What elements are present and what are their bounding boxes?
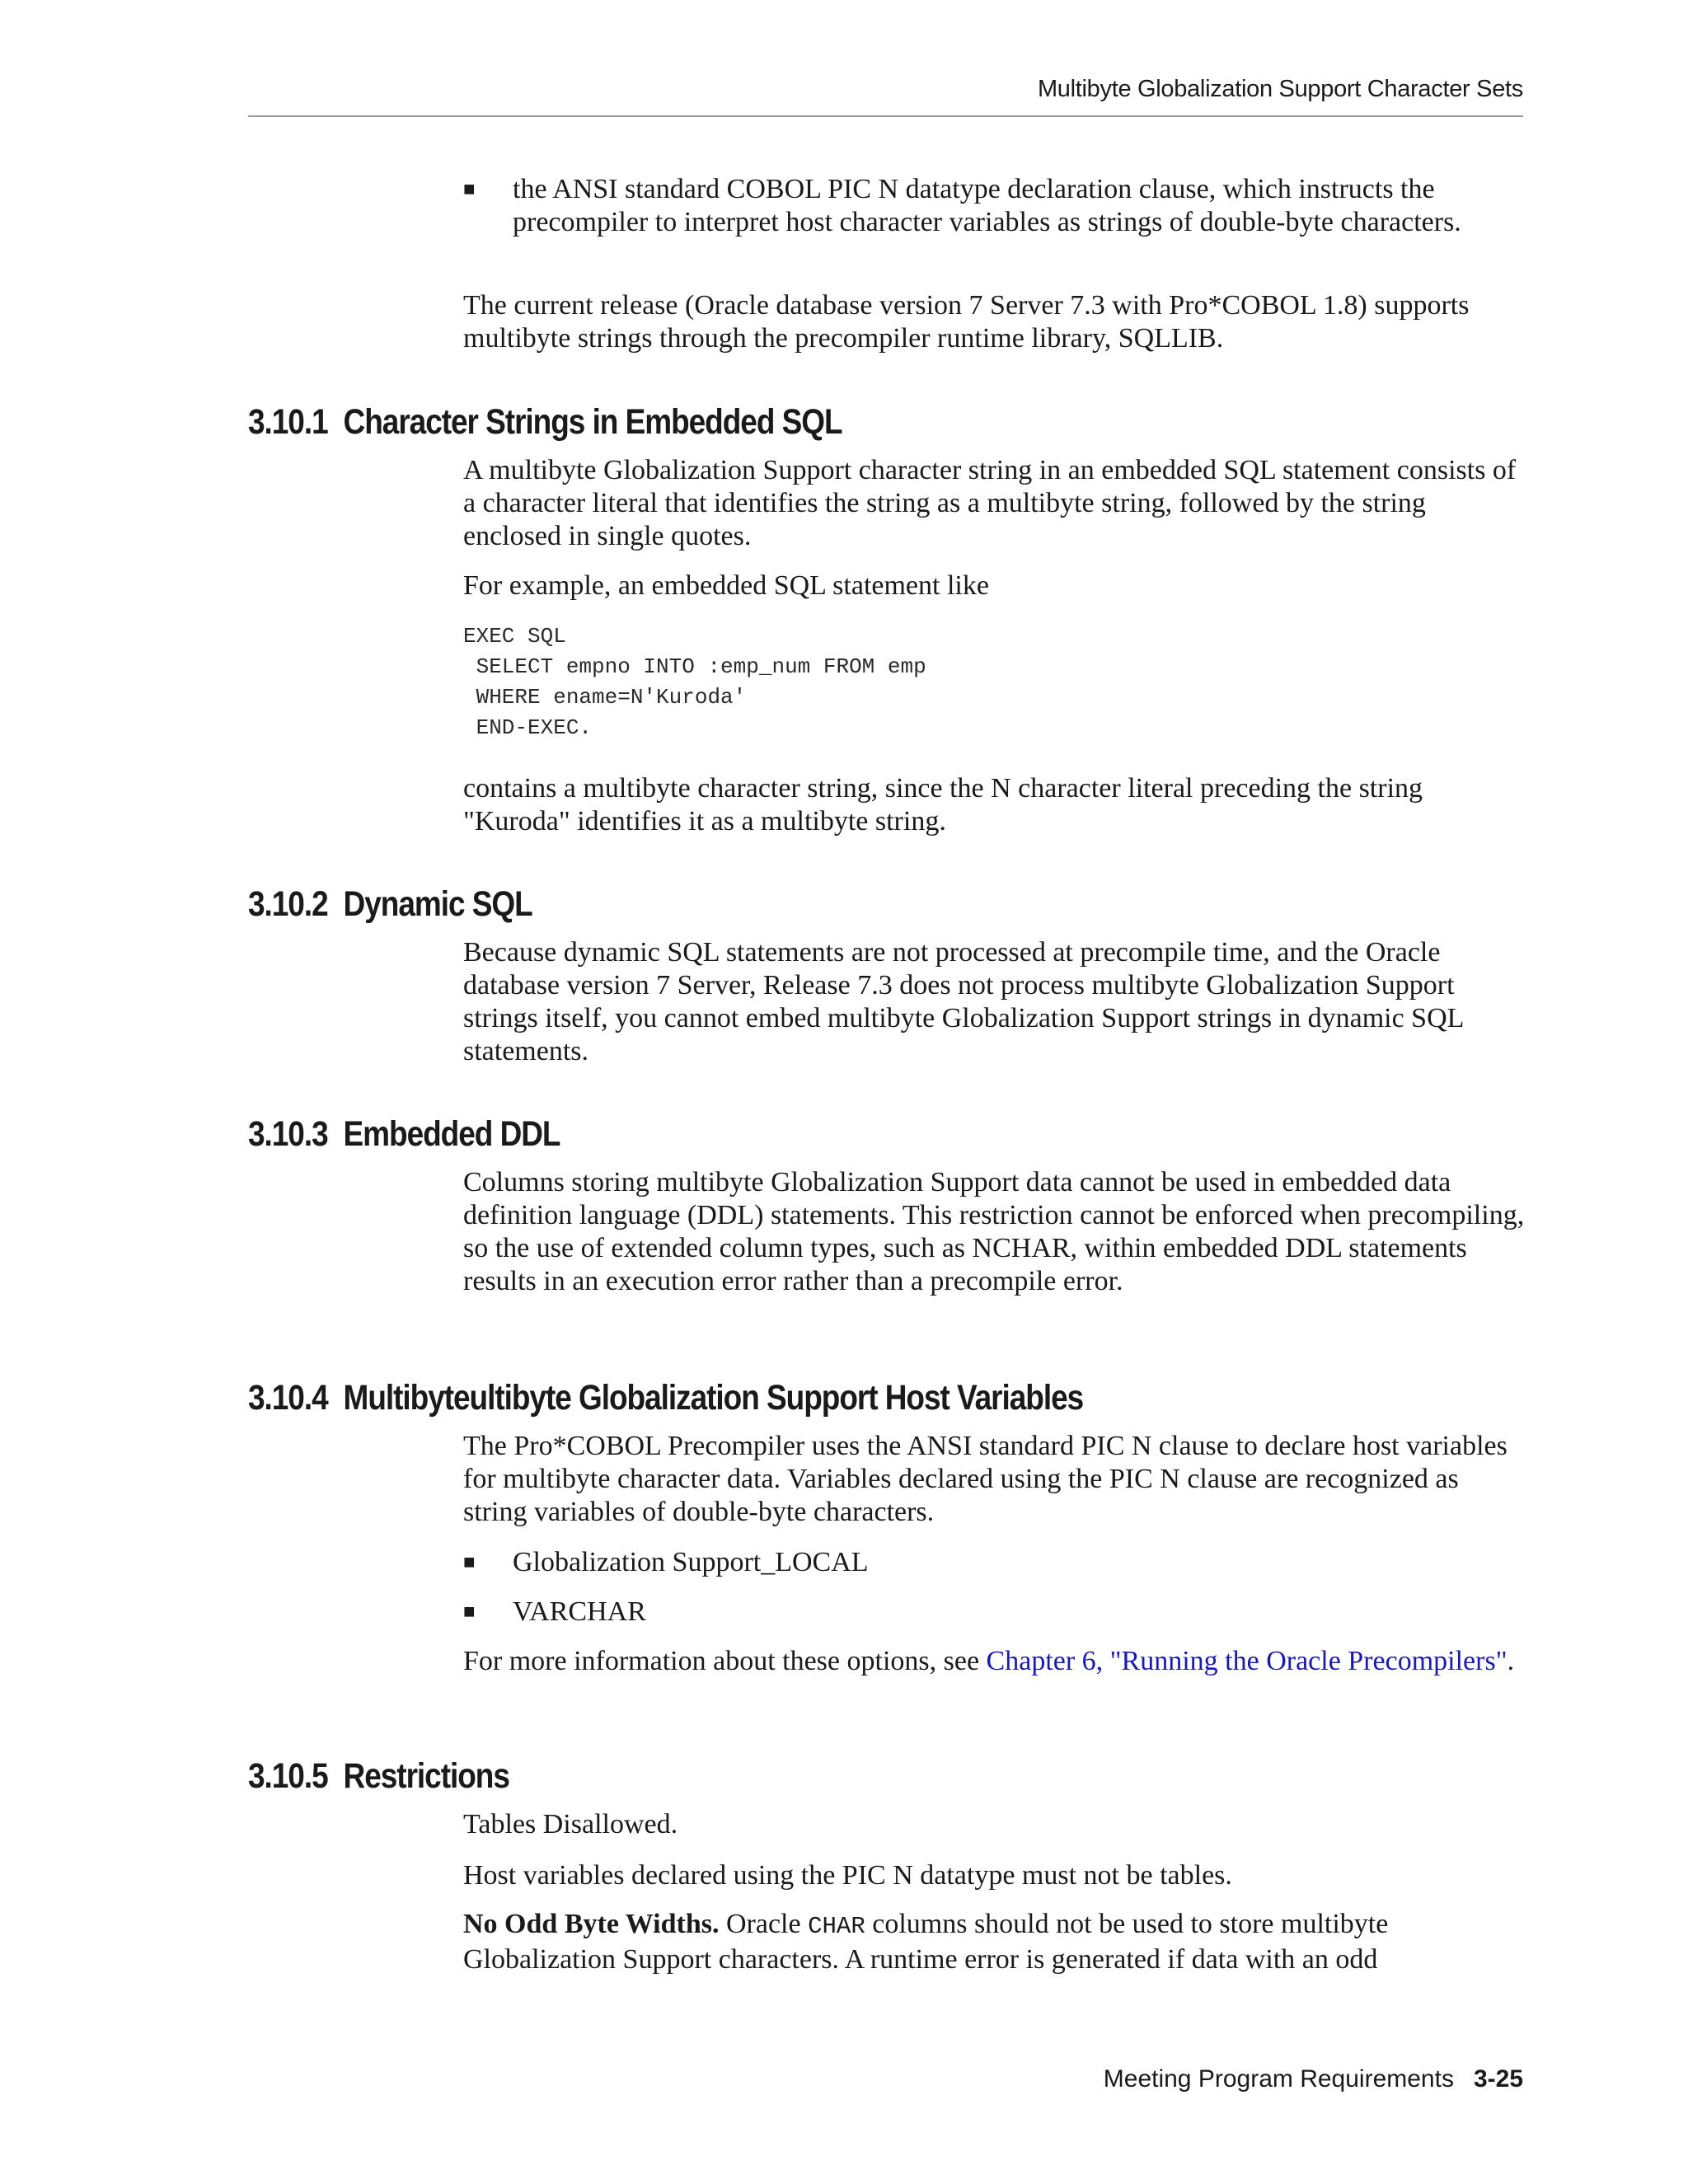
footer-book-title: Meeting Program Requirements	[1103, 2065, 1454, 2093]
section-title: Character Strings in Embedded SQL	[343, 402, 842, 442]
section-number: 3.10.3	[248, 1114, 328, 1154]
section-heading-3-10-5	[248, 1755, 509, 1797]
code-example: EXEC SQL SELECT empno INTO :emp_num FROM emp WHERE ename=N'Kuroda' END-EXEC.	[463, 624, 926, 740]
section-title: Multibyteultibyte Globalization Support Host Variables	[343, 1378, 1084, 1418]
section-paragraph	[463, 1645, 1525, 1678]
bullet-square-icon: ■	[463, 1601, 476, 1623]
section-paragraph: Host variables declared using the PIC N datatype must not be tables.	[463, 1860, 1232, 1891]
chapter-6-link[interactable]: Chapter 6, "Running the Oracle Precompilers"	[986, 1646, 1507, 1676]
list-item-text: VARCHAR	[513, 1596, 646, 1627]
section-title: Restrictions	[343, 1756, 509, 1796]
bullet-square-icon: ■	[463, 179, 476, 200]
section-paragraph: Tables Disallowed.	[463, 1809, 678, 1840]
section-heading-3-10-3	[248, 1113, 560, 1155]
section-number: 3.10.2	[248, 884, 328, 924]
see-also-text: For more information about these options, see	[463, 1646, 987, 1676]
section-paragraph: No Odd Byte Widths. Oracle CHAR columns should not be used to store multibyte Globalization Support characters. A runtime error is generated if data with an odd	[463, 1909, 1389, 1975]
inline-code: CHAR	[808, 1913, 865, 1940]
list-item-text: the ANSI standard COBOL PIC N datatype declaration clause, which instructs the precompiler to interpret host character variables as strings of double-byte characters.	[513, 174, 1461, 237]
section-heading-3-10-2	[248, 883, 532, 926]
section-heading-3-10-4	[248, 1376, 1083, 1419]
section-paragraph: A multibyte Globalization Support character string in an embedded SQL statement consists of a character literal that identifies the string as a multibyte string, followed by the string enclosed in single quotes.	[463, 455, 1517, 551]
intro-paragraph: The current release (Oracle database version 7 Server 7.3 with Pro*COBOL 1.8) supports multibyte strings through the precompiler runtime library, SQLLIB.	[463, 290, 1470, 354]
list-item-text: Globalization Support_LOCAL	[513, 1547, 869, 1577]
page-footer	[1104, 2065, 1523, 2093]
section-paragraph: The Pro*COBOL Precompiler uses the ANSI standard PIC N clause to declare host variables for multibyte character data. Variables declared using the PIC N clause are recognized as string variables of double-byte characters.	[463, 1431, 1507, 1527]
section-paragraph: Columns storing multibyte Globalization Support data cannot be used in embedded data definition language (DDL) statements. This restriction cannot be enforced when precompiling, so the use of extended column types, such as NCHAR, within embedded DDL statements results in an execution error rather than a precompile error.	[463, 1167, 1525, 1296]
page-number: 3-25	[1473, 2065, 1523, 2093]
bullet-square-icon: ■	[463, 1552, 476, 1573]
section-heading-3-10-1	[248, 401, 842, 443]
section-title: Dynamic SQL	[343, 884, 532, 924]
list-item	[463, 1546, 1525, 1579]
section-paragraph: contains a multibyte character string, since the N character literal preceding the string "Kuroda" identifies it as a multibyte string.	[463, 773, 1423, 837]
list-item	[463, 1596, 1525, 1629]
list-item	[463, 173, 1525, 239]
see-also-suffix: .	[1507, 1646, 1515, 1676]
run-in-heading: No Odd Byte Widths.	[463, 1909, 720, 1939]
section-paragraph: Because dynamic SQL statements are not processed at precompile time, and the Oracle database version 7 Server, Release 7.3 does not process multibyte Globalization Support strings itself, you cannot embed multibyte Globalization Support strings in dynamic SQL statements.	[463, 937, 1464, 1066]
section-paragraph: For example, an embedded SQL statement like	[463, 570, 989, 601]
section-number: 3.10.5	[248, 1756, 328, 1796]
running-header: Multibyte Globalization Support Character Sets	[1037, 76, 1523, 102]
header-rule	[248, 115, 1523, 117]
section-number: 3.10.4	[248, 1378, 328, 1418]
section-number: 3.10.1	[248, 402, 328, 442]
section-title: Embedded DDL	[343, 1114, 560, 1154]
